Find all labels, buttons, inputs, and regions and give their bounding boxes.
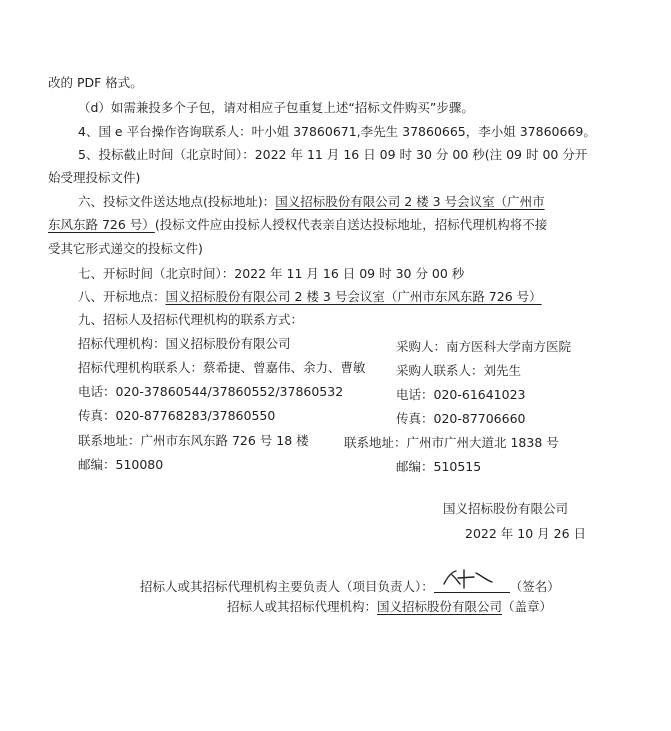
purchaser-contact: 采购人联系人：刘先生 bbox=[396, 363, 522, 378]
seal-agency-name: 国义招标股份有限公司 bbox=[377, 599, 503, 614]
body-line: 改的 PDF 格式。 bbox=[48, 75, 143, 90]
agency-phone: 电话：020-37860544/37860552/37860532 bbox=[78, 384, 344, 399]
bid-address-note: (投标文件应由投标人授权代表亲自送达投标地址，招标代理机构将不接 bbox=[154, 217, 548, 232]
body-line: 受其它形式递交的投标文件) bbox=[48, 241, 203, 256]
issue-date: 2022 年 10 月 26 日 bbox=[465, 526, 586, 541]
purchaser-name: 采购人：南方医科大学南方医院 bbox=[396, 339, 572, 354]
body-line: 七、开标时间（北京时间）：2022 年 11 月 16 日 09 时 30 分 00 秒 bbox=[78, 266, 465, 281]
agency-name: 招标代理机构：国义招标股份有限公司 bbox=[78, 336, 291, 351]
seal-label: （盖章） bbox=[502, 599, 553, 614]
purchaser-address: 联系地址：广州市广州大道北 1838 号 bbox=[344, 435, 559, 450]
agency-contact: 招标代理机构联系人：蔡希捷、曾嘉伟、余力、曹敏 bbox=[78, 360, 366, 375]
signature-field bbox=[434, 578, 510, 593]
section-heading: 九、招标人及招标代理机构的联系方式： bbox=[78, 312, 304, 327]
opening-venue: 国义招标股份有限公司 2 楼 3 号会议室（广州市东风东路 726 号） bbox=[165, 289, 542, 304]
opening-venue-line bbox=[78, 288, 542, 306]
issuer-company: 国义招标股份有限公司 bbox=[443, 501, 569, 516]
bid-address-label: 六、投标文件送达地点(投标地址)： bbox=[78, 194, 276, 209]
body-line: 始受理投标文件) bbox=[48, 170, 141, 185]
purchaser-phone: 电话：020-61641023 bbox=[396, 387, 526, 402]
responsible-line bbox=[140, 578, 560, 596]
bid-address-line bbox=[78, 193, 545, 211]
purchaser-fax: 传真：020-87706660 bbox=[396, 411, 526, 426]
body-line: 4、国 e 平台操作咨询联系人：叶小姐 37860671,李先生 37860665，李小姐 37860669。 bbox=[78, 124, 596, 139]
agency-postcode: 邮编：510080 bbox=[78, 457, 164, 472]
bid-address-line-2 bbox=[48, 216, 547, 234]
handwritten-signature bbox=[438, 566, 502, 592]
seal-line bbox=[227, 598, 552, 616]
agency-address: 联系地址：广州市东风东路 726 号 18 楼 bbox=[78, 433, 309, 448]
seal-agency-label: 招标人或其招标代理机构： bbox=[227, 599, 378, 614]
agency-fax: 传真：020-87768283/37860550 bbox=[78, 408, 276, 423]
sign-label: （签名） bbox=[509, 579, 560, 594]
body-line: 5、投标截止时间（北京时间）：2022 年 11 月 16 日 09 时 30 分 00 秒(注 09 时 00 分开 bbox=[78, 147, 588, 162]
responsible-label: 招标人或其招标代理机构主要负责人（项目负责人）： bbox=[140, 579, 434, 594]
bid-address-street: 东风东路 726 号） bbox=[48, 217, 155, 232]
purchaser-postcode: 邮编：510515 bbox=[396, 459, 482, 474]
bid-address-venue: 国义招标股份有限公司 2 楼 3 号会议室（广州市 bbox=[275, 194, 545, 209]
body-line: （d）如需兼投多个子包，请对相应子包重复上述“招标文件购买”步骤。 bbox=[78, 100, 474, 115]
opening-venue-label: 八、开标地点： bbox=[78, 289, 166, 304]
